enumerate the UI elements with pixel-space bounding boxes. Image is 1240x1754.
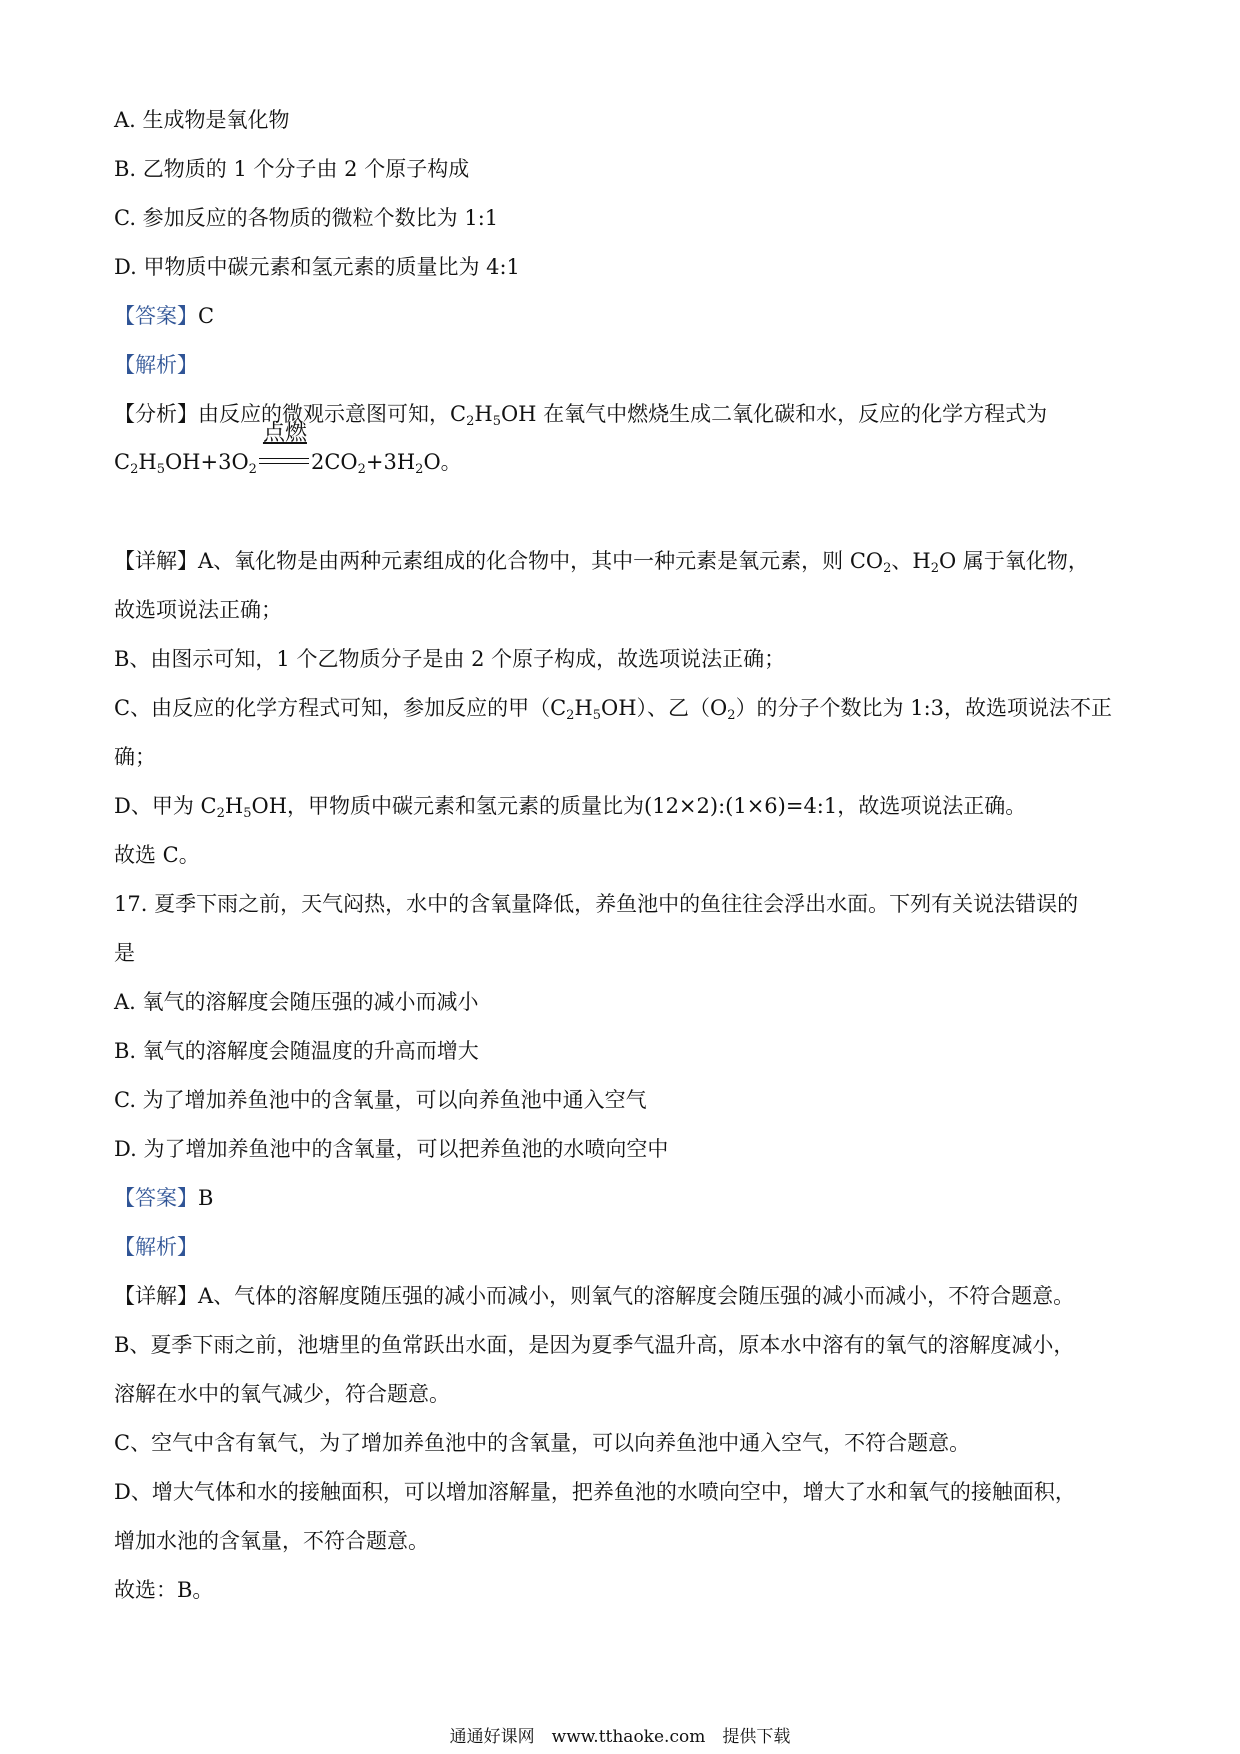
fenxi-text: OH 在氧气中燃烧生成二氧化碳和水，反应的化学方程式为	[500, 402, 1048, 426]
reaction-condition	[259, 421, 309, 476]
condition-text: 点燃	[262, 421, 307, 446]
subscript: 5	[492, 414, 501, 429]
answer-tag: 【答案】	[114, 1186, 198, 1210]
q17-option-a: A. 氧气的溶解度会随压强的减小而减小	[114, 990, 479, 1014]
q17-stem-cont: 是	[114, 941, 135, 965]
fenxi-text: 由反应的微观示意图可知，C	[198, 402, 467, 426]
q16-detail-a-cont: 故选项说法正确；	[114, 598, 282, 622]
detail-text: ）的分子个数比为 1:3，故选项说法不正	[735, 696, 1113, 720]
subscript: 2	[130, 462, 139, 477]
detail-tag: 【详解】	[114, 549, 198, 573]
q17-answer	[114, 1184, 213, 1212]
detail-text: 、H	[891, 549, 931, 573]
subscript: 2	[415, 462, 424, 477]
formula-text: H	[224, 794, 244, 818]
detail-text: C、由反应的化学方程式可知，参加反应的甲（C	[114, 696, 567, 720]
subscript: 2	[883, 561, 892, 576]
subscript: 5	[156, 462, 165, 477]
q16-answer	[114, 302, 214, 330]
formula-text: C	[114, 450, 131, 474]
q16-fenxi	[114, 400, 1047, 428]
q16-option-a: A. 生成物是氧化物	[114, 108, 290, 132]
q17-detail-b-cont: 溶解在水中的氧气减少，符合题意。	[114, 1382, 450, 1406]
subscript: 2	[248, 462, 257, 477]
answer-value: C	[198, 304, 215, 328]
q17-option-d: D. 为了增加养鱼池中的含氧量，可以把养鱼池的水喷向空中	[114, 1137, 669, 1161]
detail-text: D、甲为 C	[114, 794, 217, 818]
q16-detail-d	[114, 792, 1026, 820]
q16-option-c: C. 参加反应的各物质的微粒个数比为 1:1	[114, 206, 499, 230]
q17-stem: 17. 夏季下雨之前，天气闷热，水中的含氧量降低，养鱼池中的鱼往往会浮出水面。下列有关说法错误的	[114, 892, 1079, 916]
q17-option-b: B. 氧气的溶解度会随温度的升高而增大	[114, 1039, 479, 1063]
subscript: 2	[216, 806, 225, 821]
q16-detail-a	[114, 547, 1089, 575]
detail-tag: 【详解】	[114, 1284, 198, 1308]
q16-analysis-tag: 【解析】	[114, 353, 198, 377]
formula-text: 2CO	[310, 450, 358, 474]
equals-bar	[259, 463, 309, 464]
formula-text: +3H	[365, 450, 416, 474]
answer-tag: 【答案】	[114, 304, 198, 328]
page-footer: 通通好课网 www.tthaoke.com 提供下载	[449, 1727, 791, 1747]
subscript: 2	[930, 561, 940, 576]
fenxi-tag: 【分析】	[114, 402, 198, 426]
formula-text: O。	[423, 450, 462, 474]
q17-detail-c: C、空气中含有氧气，为了增加养鱼池中的含氧量，可以向养鱼池中通入空气，不符合题意。	[114, 1431, 971, 1455]
q17-detail-d: D、增大气体和水的接触面积，可以增加溶解量，把养鱼池的水喷向空中，增大了水和氧气的接触面积，	[114, 1480, 1076, 1504]
subscript: 2	[566, 708, 575, 723]
formula-text: H	[474, 402, 493, 426]
q16-detail-c	[114, 694, 1112, 722]
q16-detail-b: B、由图示可知，1 个乙物质分子是由 2 个原子构成，故选项说法正确；	[114, 647, 786, 671]
chemical-equation	[114, 421, 462, 477]
answer-value: B	[198, 1186, 214, 1210]
formula-text: H	[574, 696, 593, 720]
detail-text: A、氧化物是由两种元素组成的化合物中，其中一种元素是氧元素，则 CO	[198, 549, 884, 573]
q17-analysis-tag: 【解析】	[114, 1235, 198, 1259]
q16-detail-c-cont: 确；	[114, 745, 156, 769]
q17-detail-b: B、夏季下雨之前，池塘里的鱼常跃出水面，是因为夏季气温升高，原本水中溶有的氧气的溶解度减小，	[114, 1333, 1075, 1357]
subscript: 2	[727, 708, 736, 723]
q16-option-d: D. 甲物质中碳元素和氢元素的质量比为 4:1	[114, 255, 520, 279]
q16-option-b: B. 乙物质的 1 个分子由 2 个原子构成	[114, 157, 470, 181]
subscript: 2	[357, 462, 366, 477]
formula-text: H	[138, 450, 157, 474]
q17-option-c: C. 为了增加养鱼池中的含氧量，可以向养鱼池中通入空气	[114, 1088, 647, 1112]
subscript: 2	[466, 414, 475, 429]
subscript: 5	[243, 806, 252, 821]
equals-bar	[259, 458, 309, 459]
detail-text: OH，甲物质中碳元素和氢元素的质量比为(12×2):(1×6)=4:1，故选项说法正确。	[251, 794, 1027, 818]
subscript: 5	[592, 708, 602, 723]
detail-text: OH）、乙（O	[601, 696, 728, 720]
q17-detail-d-cont: 增加水池的含氧量，不符合题意。	[114, 1529, 429, 1553]
formula-text: OH+3O	[164, 450, 249, 474]
q17-conclusion: 故选：B。	[114, 1578, 214, 1602]
q17-detail-a	[114, 1282, 1074, 1310]
q16-conclusion: 故选 C。	[114, 843, 200, 867]
detail-text: A、气体的溶解度随压强的减小而减小，则氧气的溶解度会随压强的减小而减小，不符合题意。	[198, 1284, 1075, 1308]
detail-text: O 属于氧化物，	[939, 549, 1089, 573]
